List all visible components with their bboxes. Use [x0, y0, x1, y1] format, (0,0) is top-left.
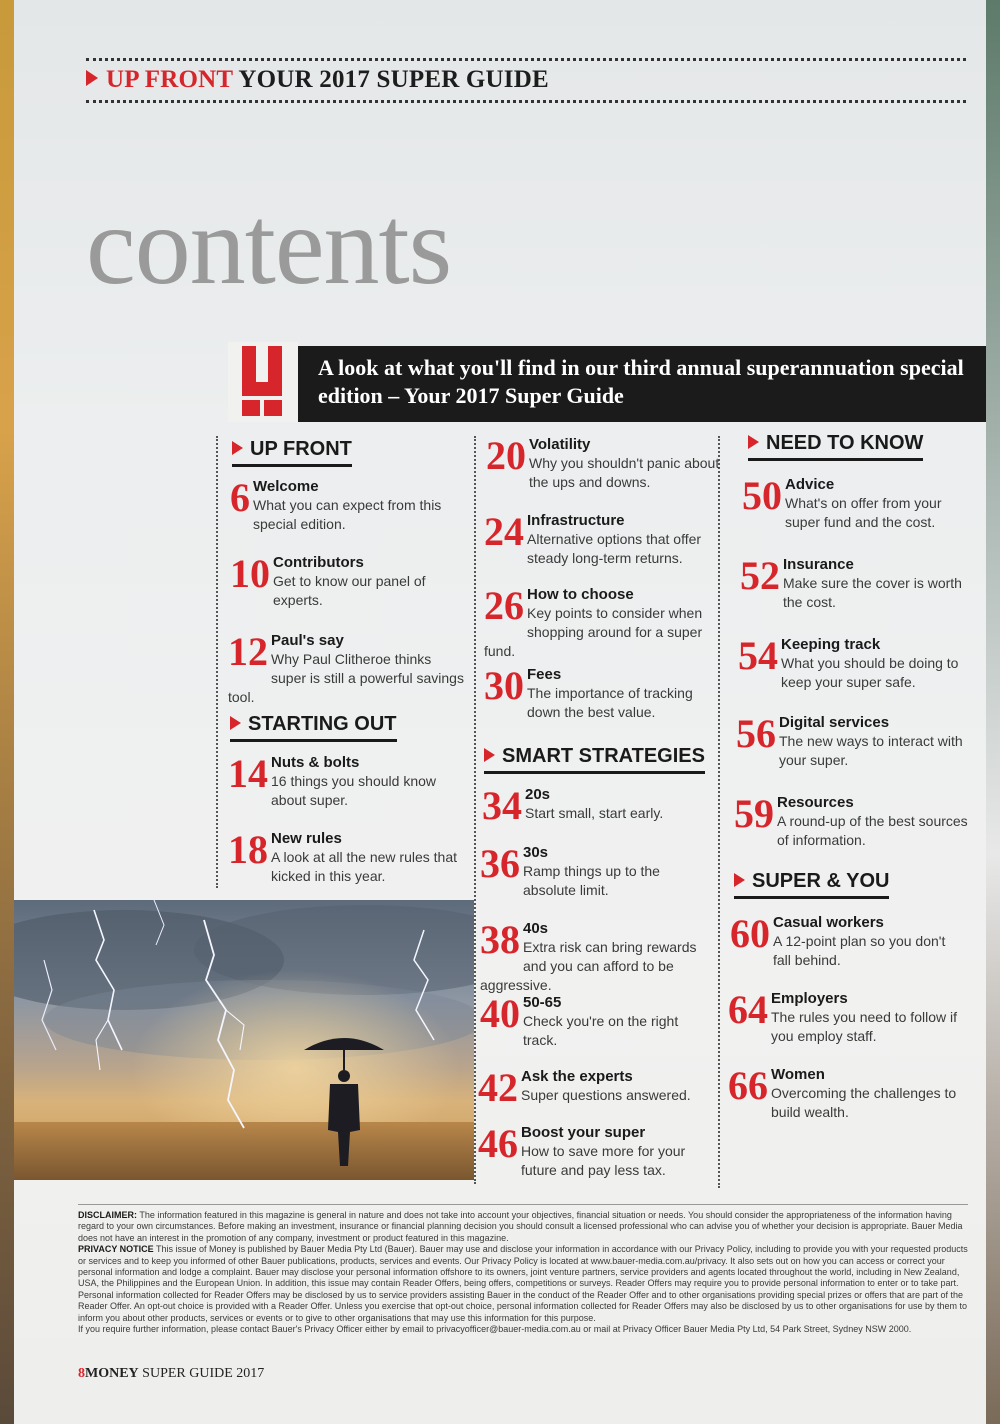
banner-text: A look at what you'll find in our third annual superannuation special edition – Your 2017 Super Guide: [318, 355, 964, 408]
contents-entry[interactable]: [228, 827, 464, 886]
page-title: contents: [86, 184, 452, 308]
section-label: NEED TO KNOW: [766, 432, 924, 454]
entry-title: Fees: [527, 666, 562, 683]
entry-description: Check you're on the right track.: [523, 1013, 679, 1048]
entry-title: How to choose: [527, 586, 634, 603]
disclaimer: [78, 1210, 968, 1335]
contents-entry[interactable]: [730, 911, 966, 970]
entry-description: Super questions answered.: [521, 1087, 691, 1103]
header-kicker: [86, 66, 549, 94]
entry-title: Welcome: [253, 478, 319, 495]
entry-title: Paul's say: [271, 632, 344, 649]
storm-photo-illustration: [14, 900, 474, 1180]
entry-title: Volatility: [529, 436, 591, 453]
page-number: 38: [480, 917, 520, 962]
page-number: 12: [228, 629, 268, 674]
column-divider-1: [216, 436, 218, 888]
footer-page-number: 8: [78, 1366, 85, 1381]
entry-description: Ramp things up to the absolute limit.: [523, 863, 660, 898]
contact-text: If you require further information, please contact Bauer's Privacy Officer either by email to privacyofficer@bauer-media.com.au or mail at Privacy Officer Bauer Media Pty Ltd, 54 Park Street, Sydney NSW 2000.: [78, 1324, 912, 1335]
header-section: UP FRONT: [106, 66, 233, 93]
contents-entry[interactable]: [734, 791, 970, 850]
triangle-icon: [232, 441, 243, 455]
header-dots-top: [86, 58, 966, 61]
page-number: 59: [734, 791, 774, 836]
triangle-icon: [484, 748, 495, 762]
contents-entry[interactable]: [484, 509, 720, 568]
entry-description: 16 things you should know about super.: [271, 773, 436, 808]
entry-description: Overcoming the challenges to build wealth.: [771, 1085, 957, 1120]
intro-banner: [228, 346, 986, 422]
entry-description: Key points to consider when shopping around for a super fund.: [484, 605, 703, 659]
footer-magazine: MONEY: [85, 1366, 139, 1381]
triangle-icon: [748, 435, 759, 449]
page-number: 66: [728, 1063, 768, 1108]
entry-description: A round-up of the best sources of information.: [777, 813, 968, 848]
page-number: 34: [482, 783, 522, 828]
page-number: 54: [738, 633, 778, 678]
contents-entry[interactable]: [484, 663, 720, 722]
page-number: 26: [484, 583, 524, 628]
contents-entry[interactable]: [230, 475, 466, 534]
page-number: 42: [478, 1065, 518, 1110]
magazine-page: [14, 0, 986, 1424]
footer-guide: SUPER GUIDE 2017: [142, 1366, 265, 1381]
entry-description: What's on offer from your super fund and the cost.: [785, 495, 942, 530]
contents-entry[interactable]: [486, 433, 722, 492]
entry-title: Employers: [771, 990, 848, 1007]
header-title: YOUR 2017 SUPER GUIDE: [238, 66, 549, 93]
entry-description: Why Paul Clitheroe thinks super is still a powerful savings tool.: [228, 651, 464, 705]
page-number: 46: [478, 1121, 518, 1166]
page-number: 24: [484, 509, 524, 554]
contents-entry[interactable]: [480, 917, 716, 995]
triangle-icon: [230, 716, 241, 730]
entry-description: Get to know our panel of experts.: [273, 573, 426, 608]
disclaimer-rule: [78, 1204, 968, 1205]
page-number: 40: [480, 991, 520, 1036]
entry-description: The new ways to interact with your super.: [779, 733, 963, 768]
disclaimer-label: DISCLAIMER:: [78, 1210, 137, 1220]
page-footer: [78, 1366, 264, 1382]
entry-description: Start small, start early.: [525, 805, 664, 821]
entry-description: What you should be doing to keep your super safe.: [781, 655, 959, 690]
entry-title: Keeping track: [781, 636, 881, 653]
entry-description: The importance of tracking down the best value.: [527, 685, 693, 720]
contents-entry[interactable]: [228, 751, 464, 810]
entry-description: Why you shouldn't panic about the ups and downs.: [529, 455, 720, 490]
section-need-to-know: [748, 432, 923, 461]
entry-description: Make sure the cover is worth the cost.: [783, 575, 962, 610]
column-divider-2: [474, 436, 476, 1184]
page-number: 20: [486, 433, 526, 478]
privacy-label: PRIVACY NOTICE: [78, 1244, 154, 1255]
entry-title: Women: [771, 1066, 825, 1083]
section-super-and-you: [734, 870, 889, 899]
entry-title: Resources: [777, 794, 854, 811]
entry-description: A look at all the new rules that kicked in this year.: [271, 849, 457, 884]
section-up-front: [232, 438, 352, 467]
page-number: 36: [480, 841, 520, 886]
contents-entry[interactable]: [742, 473, 978, 532]
header-dots-bottom: [86, 100, 966, 103]
contents-entry[interactable]: [728, 987, 964, 1046]
entry-title: Insurance: [783, 556, 854, 573]
entry-title: 40s: [523, 920, 549, 937]
contents-entry[interactable]: [736, 711, 972, 770]
entry-title: 20s: [525, 786, 551, 803]
section-label: SMART STRATEGIES: [502, 745, 705, 767]
page-number: 52: [740, 553, 780, 598]
page-number: 14: [228, 751, 268, 796]
storm-photo: [14, 900, 474, 1180]
entry-title: Digital services: [779, 714, 890, 731]
contents-entry[interactable]: [740, 553, 976, 612]
entry-title: Infrastructure: [527, 512, 625, 529]
entry-description: A 12-point plan so you don't fall behind.: [773, 933, 946, 968]
contents-entry[interactable]: [478, 1065, 714, 1110]
page-number: 60: [730, 911, 770, 956]
page-number: 64: [728, 987, 768, 1032]
entry-description: Alternative options that offer steady long-term returns.: [527, 531, 702, 566]
disclaimer-text: The information featured in this magazine is general in nature and does not take into account your objectives, financial situation or needs. You should consider the appropriateness of the information having regard to your own circumstances. Before making an investment, insurance or financial planning decision you should consult a licensed professional who can advise you of whether your decision is appropriate. Bauer Media does not have an interest in the promotion of any company, investment or product featured in this magazine.: [78, 1210, 963, 1243]
section-label: STARTING OUT: [248, 713, 397, 735]
entry-title: Ask the experts: [521, 1068, 633, 1085]
entry-title: Nuts & bolts: [271, 754, 360, 771]
triangle-icon: [86, 70, 98, 86]
page-number: 50: [742, 473, 782, 518]
entry-title: New rules: [271, 830, 342, 847]
page-number: 6: [230, 475, 250, 520]
contents-entry[interactable]: [482, 783, 718, 828]
contents-entry[interactable]: [480, 991, 716, 1050]
entry-title: Boost your super: [521, 1124, 646, 1141]
contents-entry[interactable]: [230, 551, 466, 610]
contents-entry[interactable]: [480, 841, 716, 900]
page-edge-right: [986, 0, 1000, 1424]
entry-description: How to save more for your future and pay less tax.: [521, 1143, 686, 1178]
page-number: 18: [228, 827, 268, 872]
contents-entry[interactable]: [228, 629, 464, 707]
privacy-text: This issue of Money is published by Bauer Media Pty Ltd (Bauer). Bauer may use and disclose your information in accordance with our Privacy Policy, including to provide you with your requested products or services and to keep you informed of other Bauer publications, products, services and events. Our Privacy Policy is located at www.bauer-media.com.au/privacy. It also sets out on how you can access or correct your personal information and lodge a complaint. Bauer may disclose your personal information offshore to its owners, joint venture partners, service providers and agents located throughout the world, including in New Zealand, USA, the Philippines and the European Union. In addition, this issue may contain Reader Offers, being offers, competitions or surveys. Reader Offers may require you to provide personal information to enter or to take part. Personal information collected for Reader Offers may be disclosed by us to service providers assisting Bauer in the conduct of the Reader Offer and to other organisations providing special prizes or offers that are part of the Reader Offer. An opt-out choice is provided with a Reader Offer. Unless you exercise that opt-out choice, personal information collected for Reader Offers may also be disclosed by us to other organisations for use by them to inform you about other products, services or events or to give to other organisations that may use this information for this purpose.: [78, 1244, 968, 1323]
contents-entry[interactable]: [478, 1121, 714, 1180]
contents-entry[interactable]: [728, 1063, 964, 1122]
section-label: SUPER & YOU: [752, 870, 890, 892]
section-starting-out: [230, 713, 397, 742]
section-smart-strategies: [484, 745, 705, 774]
contents-entry[interactable]: [738, 633, 974, 692]
section-label: UP FRONT: [250, 438, 352, 460]
entry-description: Extra risk can bring rewards and you can afford to be aggressive.: [480, 939, 697, 993]
entry-title: Advice: [785, 476, 835, 493]
page-number: 30: [484, 663, 524, 708]
page-number: 10: [230, 551, 270, 596]
entry-description: The rules you need to follow if you employ staff.: [771, 1009, 957, 1044]
brand-logo-icon: [228, 342, 298, 422]
triangle-icon: [734, 873, 745, 887]
entry-description: What you can expect from this special edition.: [253, 497, 442, 532]
entry-title: Contributors: [273, 554, 364, 571]
entry-title: Casual workers: [773, 914, 884, 931]
contents-entry[interactable]: [484, 583, 720, 661]
page-number: 56: [736, 711, 776, 756]
entry-title: 30s: [523, 844, 549, 861]
entry-title: 50-65: [523, 994, 562, 1011]
page-edge-left: [0, 0, 14, 1424]
